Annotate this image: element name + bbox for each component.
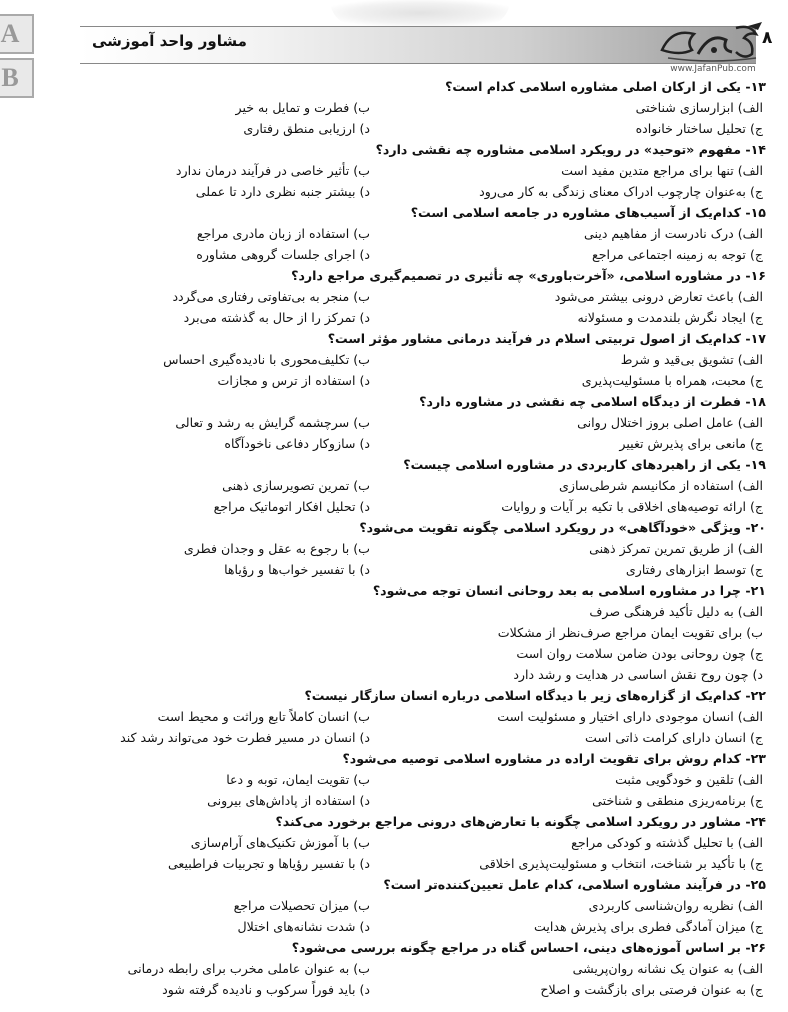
question-number: ۱۹- (745, 457, 766, 472)
question-text: بر اساس آموزه‌های دینی، احساس گناه در مراجع چگونه بررسی می‌شود؟ (291, 940, 746, 955)
answer-option: ب) به عنوان عاملی مخرب برای رابطه درمانی (127, 961, 370, 976)
option-row (10, 559, 766, 580)
answer-option: ج) ایجاد نگرش بلندمدت و مسئولانه (577, 310, 763, 325)
question-number: ۱۸- (745, 394, 766, 409)
question-text: یکی از راهبردهای کاربردی در مشاوره اسلامی چیست؟ (403, 457, 746, 472)
question-number: ۲۶- (745, 940, 766, 955)
option-row (10, 433, 766, 454)
question-21 (10, 580, 766, 685)
answer-option: ب) استفاده از زبان مادری مراجع (196, 226, 370, 241)
question-text: ویژگی «خودآگاهی» در رویکرد اسلامی چگونه تقویت می‌شود؟ (359, 520, 746, 535)
option-row (10, 349, 766, 370)
answer-option: الف) تنها برای مراجع متدین مفید است (561, 163, 763, 178)
question-18 (10, 391, 766, 454)
question-text: مفهوم «توحید» در رویکرد اسلامی مشاوره چه نقشی دارد؟ (375, 142, 746, 157)
question-stem (10, 202, 766, 223)
question-text: کدام‌یک از اصول تربیتی اسلام در فرآیند درمانی مشاور مؤثر است؟ (327, 331, 746, 346)
answer-option: الف) نظریه روان‌شناسی کاربردی (588, 898, 763, 913)
question-text: فطرت از دیدگاه اسلامی چه نقشی در مشاوره دارد؟ (419, 394, 746, 409)
answer-option: ج) ارائه توصیه‌های اخلاقی با تکیه بر آیات و روایات (501, 499, 763, 514)
option-row (10, 244, 766, 265)
answer-option: د) استفاده از پاداش‌های بیرونی (207, 793, 370, 808)
answer-option: د) تحلیل افکار اتوماتیک مراجع (213, 499, 370, 514)
answer-option: د) ارزیابی منطق رفتاری (243, 121, 370, 136)
answer-option: د) بیشتر جنبه نظری دارد تا عملی (195, 184, 370, 199)
answer-option: الف) استفاده از مکانیسم شرطی‌سازی (559, 478, 763, 493)
answer-option: ب) تکلیف‌محوری با نادیده‌گیری احساس (163, 352, 370, 367)
question-14 (10, 139, 766, 202)
answer-option: ب) با رجوع به عقل و وجدان فطری (183, 541, 370, 556)
option-row (10, 181, 766, 202)
option-row (10, 307, 766, 328)
option-row (10, 769, 766, 790)
question-19 (10, 454, 766, 517)
answer-option: د) سازوکار دفاعی ناخودآگاه (224, 436, 370, 451)
option-row (10, 853, 766, 874)
option-row (10, 706, 766, 727)
answer-option: ج) توجه به زمینه اجتماعی مراجع (592, 247, 763, 262)
question-stem (10, 685, 766, 706)
alphabet-blocks-decoration: A B (0, 0, 40, 100)
question-16 (10, 265, 766, 328)
answer-option: ب) سرچشمه گرایش به رشد و تعالی (175, 415, 370, 430)
question-text: کدام‌یک از آسیب‌های مشاوره در جامعه اسلامی است؟ (410, 205, 746, 220)
option-row (10, 475, 766, 496)
option-row (10, 979, 766, 1000)
question-text: در فرآیند مشاوره اسلامی، کدام عامل تعیین‌کننده‌تر است؟ (383, 877, 746, 892)
question-number: ۲۳- (745, 751, 766, 766)
answer-option: ج) برنامه‌ریزی منطقی و شناختی (592, 793, 763, 808)
question-text: یکی از ارکان اصلی مشاوره اسلامی کدام است؟ (445, 79, 746, 94)
option-row (10, 916, 766, 937)
option-row (10, 118, 766, 139)
option-row (10, 370, 766, 391)
option-row (10, 160, 766, 181)
question-25 (10, 874, 766, 937)
answer-option: الف) از طریق تمرین تمرکز ذهنی (589, 541, 763, 556)
answer-option: ب) تمرین تصویرسازی ذهنی (222, 478, 370, 493)
option-row (10, 286, 766, 307)
answer-option: د) باید فوراً سرکوب و نادیده گرفته شود (162, 982, 370, 997)
question-number: ۲۴- (745, 814, 766, 829)
answer-option: ب) فطرت و تمایل به خیر (235, 100, 370, 115)
answer-option: ج) با تأکید بر شناخت، انتخاب و مسئولیت‌پذیری اخلاقی (479, 856, 763, 871)
answer-option: ج) مانعی برای پذیرش تغییر (619, 436, 763, 451)
question-24 (10, 811, 766, 874)
answer-option: الف) تشویق بی‌قید و شرط (620, 352, 763, 367)
option-row (10, 832, 766, 853)
option-row (10, 538, 766, 559)
question-number: ۱۷- (745, 331, 766, 346)
answer-option: د) استفاده از ترس و مجازات (217, 373, 370, 388)
answer-option: ب) برای تقویت ایمان مراجع صرف‌نظر از مشکلات (497, 625, 763, 640)
answer-option: ج) توسط ابزارهای رفتاری (625, 562, 763, 577)
question-number: ۱۵- (745, 205, 766, 220)
question-text: چرا در مشاوره اسلامی به بعد روحانی انسان توجه می‌شود؟ (372, 583, 746, 598)
logo-url: www.JafanPub.com (670, 64, 756, 74)
answer-option: ب) تقویت ایمان، توبه و دعا (226, 772, 370, 787)
question-number: ۲۱- (745, 583, 766, 598)
answer-option: د) چون روح نقش اساسی در هدایت و رشد دارد (513, 667, 763, 682)
jafan-logo-icon (652, 20, 774, 66)
question-26 (10, 937, 766, 1000)
question-stem (10, 748, 766, 769)
option-row (10, 895, 766, 916)
answer-option: د) انسان در مسیر فطرت خود می‌تواند رشد کند (120, 730, 370, 745)
answer-option: ج) چون روحانی بودن ضامن سلامت روان است (516, 646, 763, 661)
answer-option: ج) تحلیل ساختار خانواده (635, 121, 763, 136)
question-15 (10, 202, 766, 265)
question-stem (10, 937, 766, 958)
answer-option: ج) به‌عنوان چارچوب ادراک معنای زندگی به کار می‌رود (479, 184, 763, 199)
option-row (10, 97, 766, 118)
question-stem (10, 76, 766, 97)
answer-option: ج) به عنوان فرصتی برای بازگشت و اصلاح (540, 982, 763, 997)
question-stem (10, 580, 766, 601)
answer-option: ج) میزان آمادگی فطری برای پذیرش هدایت (533, 919, 763, 934)
question-stem (10, 328, 766, 349)
question-number: ۲۵- (745, 877, 766, 892)
answer-option: الف) انسان موجودی دارای اختیار و مسئولیت است (497, 709, 763, 724)
question-number: ۲۰- (745, 520, 766, 535)
question-stem (10, 874, 766, 895)
question-23 (10, 748, 766, 811)
question-stem (10, 391, 766, 412)
question-text: مشاور در رویکرد اسلامی چگونه با تعارض‌های درونی مراجع برخورد می‌کند؟ (275, 814, 746, 829)
answer-option: د) شدت نشانه‌های اختلال (237, 919, 370, 934)
question-text: در مشاوره اسلامی، «آخرت‌باوری» چه تأثیری در تصمیم‌گیری مراجع دارد؟ (291, 268, 746, 283)
question-stem (10, 811, 766, 832)
answer-option: الف) به عنوان یک نشانه روان‌پریشی (572, 961, 763, 976)
question-17 (10, 328, 766, 391)
question-number: ۲۲- (745, 688, 766, 703)
question-text: کدام‌یک از گزاره‌های زیر با دیدگاه اسلامی درباره انسان سازگار نیست؟ (304, 688, 746, 703)
answer-option: الف) ابزارسازی شناختی (635, 100, 763, 115)
answer-option: ب) با آموزش تکنیک‌های آرام‌سازی (190, 835, 370, 850)
answer-option: ب) تأثیر خاصی در فرآیند درمان ندارد (175, 163, 370, 178)
answer-option: ب) منجر به بی‌تفاوتی رفتاری می‌گردد (172, 289, 370, 304)
header-title: مشاور واحد آموزشی (92, 32, 247, 50)
answer-option: الف) عامل اصلی بروز اختلال روانی (577, 415, 763, 430)
answer-option: الف) با تحلیل گذشته و کودکی مراجع (571, 835, 763, 850)
apple-decoration (330, 0, 510, 26)
question-stem (10, 454, 766, 475)
answer-option: د) با تفسیر رؤیاها و تجربیات فراطبیعی (167, 856, 370, 871)
question-text: کدام روش برای تقویت اراده در مشاوره اسلامی توصیه می‌شود؟ (342, 751, 746, 766)
answer-option: د) با تفسیر خواب‌ها و رؤیاها (224, 562, 370, 577)
publisher-logo (652, 20, 774, 76)
answer-option: ب) میزان تحصیلات مراجع (233, 898, 370, 913)
questions-list (10, 76, 766, 1000)
question-20 (10, 517, 766, 580)
page-number: ۸ (762, 28, 773, 48)
option-row (10, 958, 766, 979)
answer-option: الف) به دلیل تأکید فرهنگی صرف (589, 604, 763, 619)
option-row (10, 223, 766, 244)
question-22 (10, 685, 766, 748)
question-number: ۱۶- (745, 268, 766, 283)
option-row (10, 412, 766, 433)
answer-option: ج) انسان دارای کرامت ذاتی است (584, 730, 763, 745)
option-row (10, 790, 766, 811)
question-stem (10, 265, 766, 286)
answer-option: الف) تلقین و خودگویی مثبت (615, 772, 763, 787)
question-number: ۱۴- (745, 142, 766, 157)
answer-option: د) اجرای جلسات گروهی مشاوره (196, 247, 370, 262)
answer-option: ج) محبت، همراه با مسئولیت‌پذیری (581, 373, 763, 388)
question-stem (10, 139, 766, 160)
question-stem (10, 517, 766, 538)
answer-option: د) تمرکز را از حال به گذشته می‌برد (183, 310, 370, 325)
question-13 (10, 76, 766, 139)
answer-option: الف) باعث تعارض درونی بیشتر می‌شود (554, 289, 763, 304)
option-row (10, 727, 766, 748)
question-number: ۱۳- (745, 79, 766, 94)
answer-option: ب) انسان کاملاً تابع وراثت و محیط است (157, 709, 370, 724)
option-row (10, 496, 766, 517)
answer-option: الف) درک نادرست از مفاهیم دینی (584, 226, 763, 241)
